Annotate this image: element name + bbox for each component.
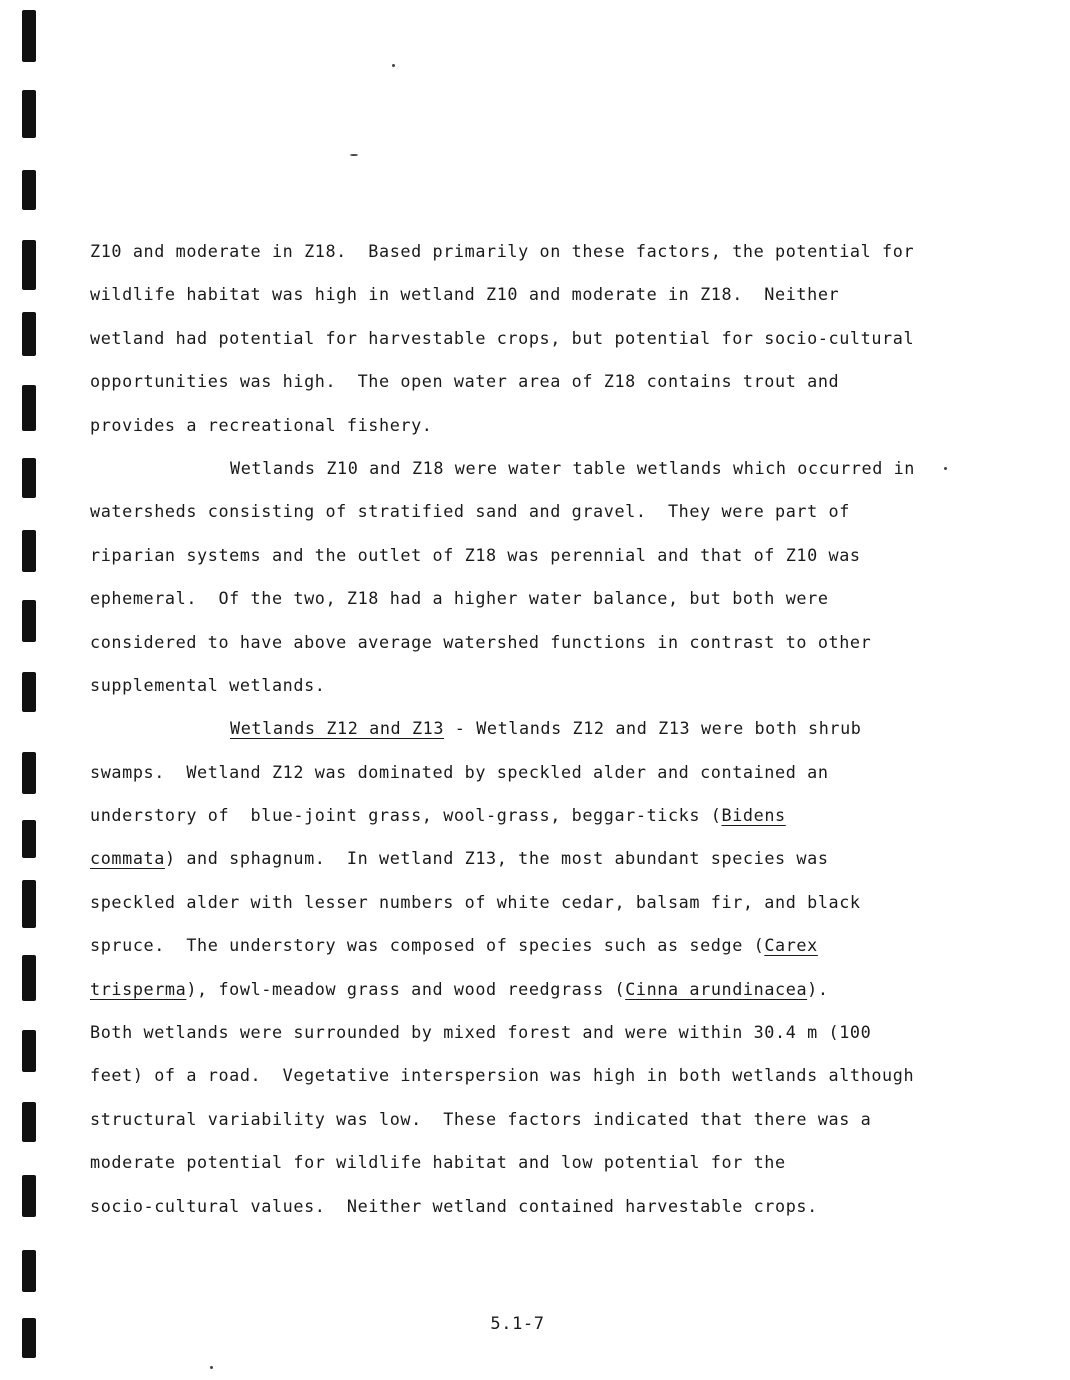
text-line: speckled alder with lesser numbers of white cedar, balsam fir, and black [90,891,861,912]
binder-mark [22,880,36,928]
text-line: Both wetlands were surrounded by mixed forest and were within 30.4 m (100 [90,1022,872,1043]
text-line [90,924,950,967]
species-name: Bidens [721,805,786,826]
text-line: riparian systems and the outlet of Z18 was perennial and that of Z10 was [90,544,861,565]
body-text [90,230,950,1228]
binder-mark [22,752,36,794]
text-line: Z10 and moderate in Z18. Based primarily on these factors, the potential for [90,241,915,261]
binder-mark [22,170,36,210]
binder-mark [22,1250,36,1292]
text-line: wildlife habitat was high in wetland Z10 and moderate in Z18. Neither [90,284,840,305]
text-line: swamps. Wetland Z12 was dominated by speckled alder and contained an [90,761,829,782]
binder-mark [22,90,36,138]
binder-mark [22,385,36,431]
text-line: ephemeral. Of the two, Z18 had a higher water balance, but both were [90,588,829,609]
text-segment: understory of blue-joint grass, wool-grass, beggar-ticks ( [90,805,722,826]
binder-mark [22,600,36,642]
text-segment: ) and sphagnum. In wetland Z13, the most abundant species was [164,848,829,869]
text-line: considered to have above average watershed functions in contrast to other [90,631,872,652]
text-line [90,837,950,880]
binder-mark [22,1102,36,1142]
page-number: 5.1-7 [490,1314,545,1334]
binder-mark [22,1175,36,1217]
species-name: Carex [764,935,818,956]
section-heading: Wetlands Z12 and Z13 [230,718,445,739]
scan-speck [210,1366,213,1369]
binder-mark [22,820,36,858]
text-line: watersheds consisting of stratified sand and gravel. They were part of [90,501,850,522]
text-line: opportunities was high. The open water area of Z18 contains trout and [90,371,840,392]
binder-mark [22,530,36,572]
binder-mark [22,458,36,498]
binder-mark [22,312,36,356]
binder-mark [22,10,36,62]
text-segment: ), fowl-meadow grass and wood reedgrass ( [186,978,626,999]
species-name: trisperma [90,978,187,999]
binder-mark [22,1030,36,1072]
text-line: provides a recreational fishery. [90,414,433,435]
species-name: Cinna arundinacea [625,978,808,999]
text-line: socio-cultural values. Neither wetland contained harvestable crops. [90,1195,818,1216]
text-line: feet) of a road. Vegetative interspersion was high in both wetlands although [90,1065,915,1086]
binder-mark [22,955,36,1001]
text-line: supplemental wetlands. [90,674,326,695]
text-line: Wetlands Z10 and Z18 were water table wetlands which occurred in [230,457,916,478]
binder-mark [22,240,36,290]
species-name: commata [90,848,165,869]
text-segment: - Wetlands Z12 and Z13 were both shrub [444,718,862,739]
text-segment: ). [807,978,829,999]
binder-mark [22,672,36,712]
text-line [90,968,950,1011]
text-line: moderate potential for wildlife habitat and low potential for the [90,1152,786,1173]
text-line: structural variability was low. These factors indicated that there was a [90,1108,872,1129]
scan-speck [350,154,358,156]
text-line [90,707,950,750]
text-line: wetland had potential for harvestable crops, but potential for socio-cultural [90,327,915,348]
text-line [90,794,950,837]
text-segment: spruce. The understory was composed of species such as sedge ( [90,935,765,956]
scan-speck [392,64,395,67]
